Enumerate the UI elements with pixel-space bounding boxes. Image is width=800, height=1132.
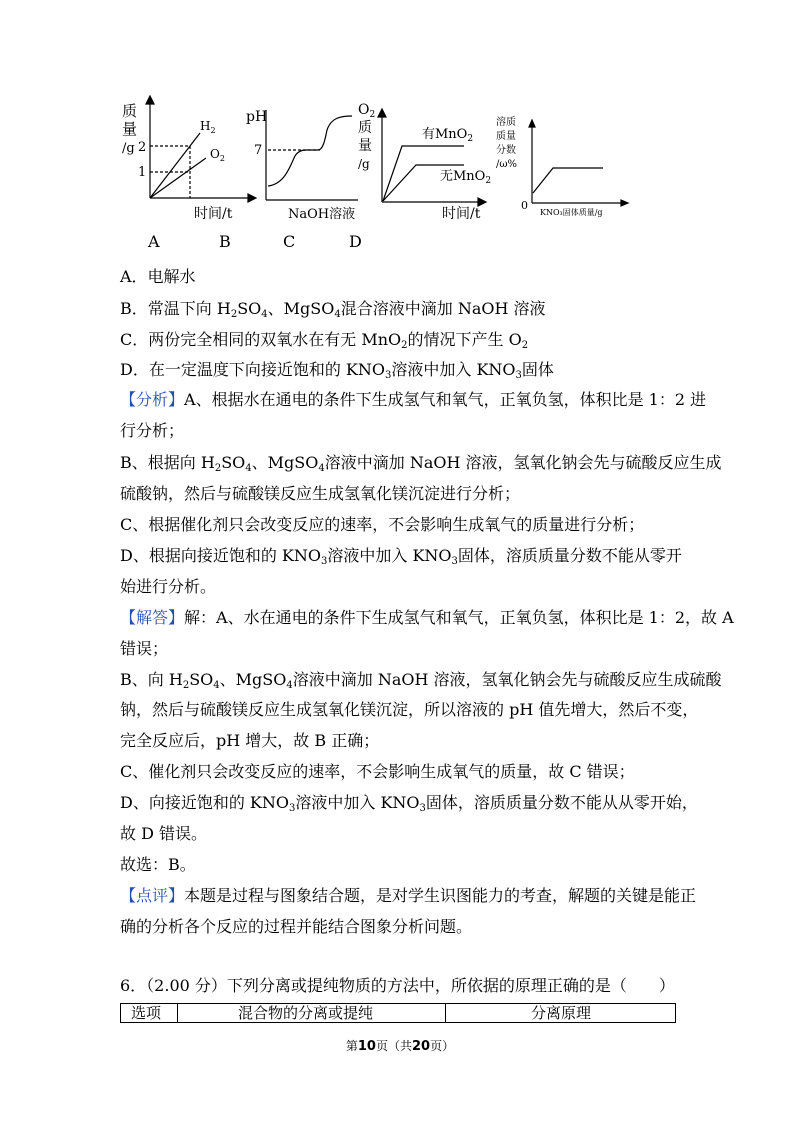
answer-line-8: 故 D 错误。 (120, 824, 208, 843)
page-footer: 第10页（共20页） (345, 1039, 455, 1054)
graph-a-y-arrow (146, 96, 154, 104)
analysis-line-2: 行分析； (120, 421, 185, 440)
option-d: D．在一定温度下向接近饱和的 $KNO_3$溶液中加入 $KNO_3$固体 (120, 360, 554, 381)
graph-a-xlabel: 时间/t (194, 206, 233, 222)
graph-figure (0, 0, 800, 230)
graph-a-o2-line (150, 158, 206, 198)
graph-d-ylabel-2: 质量 (496, 131, 516, 142)
caption-c: C (283, 232, 296, 251)
graph-a-series-o2: $O_2$ (210, 147, 225, 163)
graph-d-origin: 0 (521, 199, 528, 212)
graph-c-ylabel0: $O_2$ (358, 102, 376, 120)
answer-line-4: 钠，然后与硫酸镁反应生成氢氧化镁沉淀，所以溶液的 pH 值先增大，然后不变， (120, 700, 699, 719)
graph-a-ylabel1: 质 (122, 102, 138, 120)
graph-d-ylabel-3: 分数 (496, 145, 516, 156)
graph-a (146, 96, 256, 202)
graph-d-xlabel: KNO₃固体质量/g (540, 208, 603, 217)
answer-line-2: 错误； (120, 639, 169, 658)
analysis-line-6: D、根据向接近饱和的 $KNO_3$溶液中加入 $KNO_3$固体，溶质质量分数不能从零开 (120, 546, 682, 567)
comment-line-2: 确的分析各个反应的过程并能结合图象分析问题。 (120, 917, 473, 936)
option-c: C．两份完全相同的双氧水在有无 MnO$_2$的情况下产生 $O_2$ (120, 330, 529, 351)
graph-c-y-arrow (378, 109, 386, 117)
graph-c-ylabel1: 质 (358, 120, 372, 136)
graph-a-h2-line (150, 133, 200, 198)
caption-b: B (219, 232, 231, 251)
graph-c-ylabel2: 量 (358, 138, 372, 154)
table-divider (177, 1004, 178, 1022)
caption-d: D (349, 232, 362, 251)
comment-line-1: 【点评】本题是过程与图象结合题，是对学生识图能力的考查，解题的关键是能正 (120, 886, 697, 905)
comment-tag: 【点评】 (120, 886, 185, 905)
option-b: B．常温下向 $H_2SO_4$、MgSO$_4$混合溶液中滴加 NaOH 溶液 (120, 299, 546, 320)
graph-c-series-without: 无MnO$_2$ (440, 169, 492, 186)
graph-d-y-arrow (529, 120, 535, 127)
analysis-line-7: 始进行分析。 (120, 577, 217, 596)
table-header-mixture: 混合物的分离或提纯 (238, 1004, 374, 1022)
analysis-line-5: C、根据催化剂只会改变反应的速率，不会影响生成氧气的质量进行分析； (120, 515, 645, 534)
table-header-option: 选项 (131, 1004, 162, 1022)
graph-d-x-arrow (621, 200, 628, 206)
analysis-line-4: 硫酸钠，然后与硫酸镁反应生成氢氧化镁沉淀进行分析； (120, 484, 521, 503)
graph-b (266, 110, 358, 200)
analysis-tag: 【分析】 (120, 390, 185, 409)
graph-a-x-arrow (248, 194, 256, 202)
option-a: A．电解水 (120, 267, 196, 286)
graph-d-ylabel-4: /ω% (496, 159, 518, 170)
graph-c-x-arrow (478, 198, 486, 206)
graph-d (529, 120, 628, 206)
graph-a-unit: /g (122, 141, 135, 156)
graph-c-series-with: 有MnO$_2$ (422, 127, 474, 144)
answer-line-5: 完全反应后，pH 增大，故 B 正确； (120, 731, 380, 750)
page-number: 10 (357, 1039, 376, 1054)
graph-a-tick2: 2 (138, 140, 147, 155)
answer-line-7: D、向接近饱和的 $KNO_3$溶液中加入 $KNO_3$固体，溶质质量分数不能从从零开始， (120, 793, 698, 814)
graph-c-unit: /g (358, 157, 370, 171)
graph-b-xlabel: NaOH溶液 (288, 207, 356, 222)
question-6: 6．（2.00 分）下列分离或提纯物质的方法中，所依据的原理正确的是（ ） (120, 976, 675, 995)
caption-a: A (148, 232, 160, 251)
answer-line-6: C、催化剂只会改变反应的速率，不会影响生成氧气的质量，故 C 错误； (120, 762, 635, 781)
graph-a-tick1: 1 (138, 165, 147, 180)
answer-line-9: 故选：B。 (120, 855, 196, 874)
table-header-principle: 分离原理 (531, 1004, 592, 1022)
graph-c-xlabel: 时间/t (442, 206, 481, 222)
table-divider (445, 1004, 446, 1022)
graph-b-curve (268, 116, 352, 186)
graph-d-ylabel-1: 溶质 (496, 117, 516, 128)
graph-c (378, 109, 486, 206)
graph-b-ylabel: pH (246, 109, 268, 125)
graph-b-tick7: 7 (254, 143, 263, 158)
graph-a-series-h2: $H_2$ (200, 119, 216, 135)
answer-line-3: B、向 $H_2SO_4$、MgSO$_4$溶液中滴加 NaOH 溶液，氢氧化钠会先与硫酸反应生成硫酸 (120, 670, 722, 691)
analysis-line-1: 【分析】A、根据水在通电的条件下生成氢气和氧气，正氧负氢，体积比是 1：2 进 (120, 390, 707, 409)
page-total: 20 (412, 1039, 431, 1054)
answer-line-1: 【解答】解：A、水在通电的条件下生成氢气和氧气，正氧负氢，体积比是 1：2，故 A (120, 608, 734, 627)
analysis-line-3: B、根据向 $H_2SO_4$、MgSO$_4$溶液中滴加 NaOH 溶液，氢氧化钠会先与硫酸反应生成 (120, 453, 722, 474)
graph-d-curve (533, 168, 603, 193)
answer-tag: 【解答】 (120, 608, 185, 627)
graph-a-ylabel2: 量 (122, 120, 138, 138)
options-table-header (120, 1003, 676, 1023)
